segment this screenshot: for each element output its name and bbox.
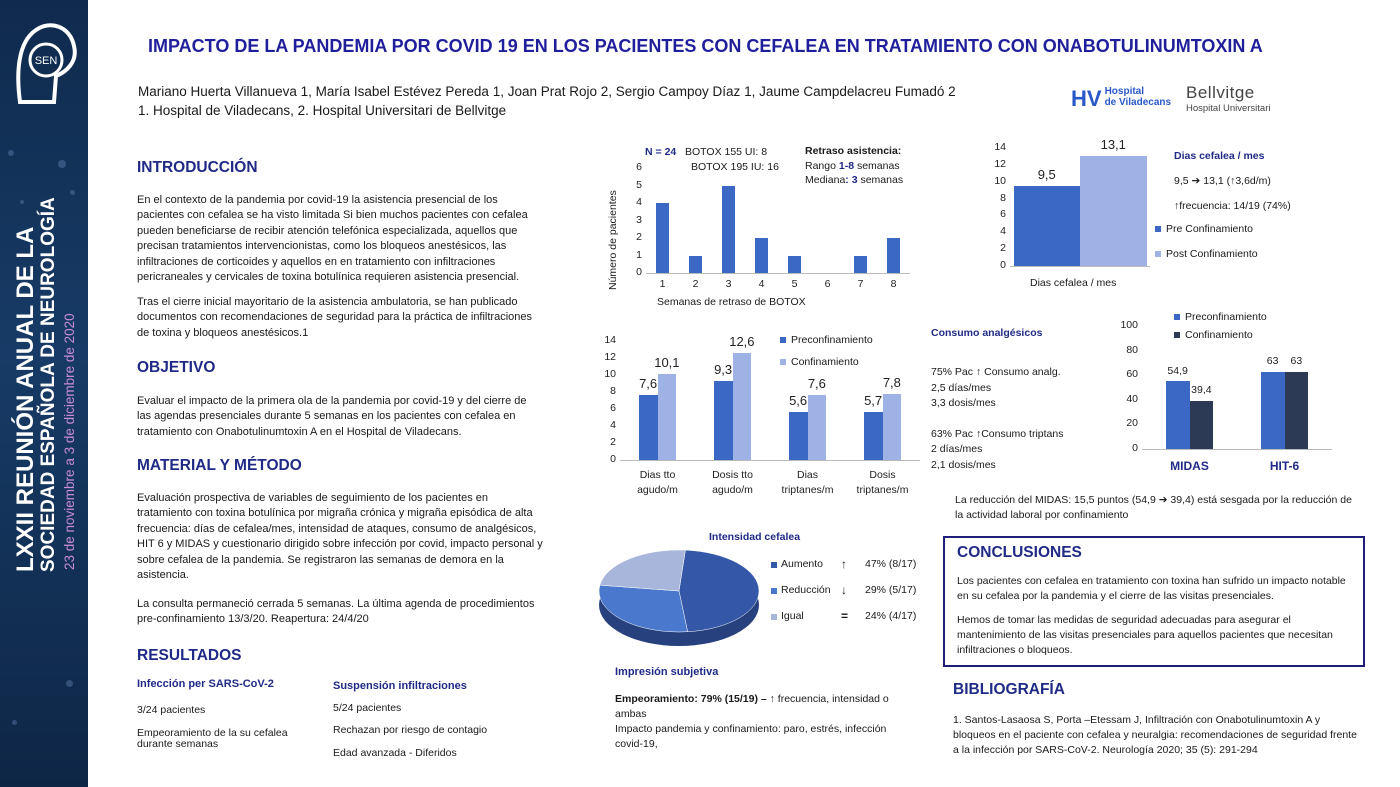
pie-legend-name: Aumento — [781, 558, 824, 570]
consumo-ytick: 8 — [610, 385, 616, 397]
pie-legend-arrow: ↑ — [841, 557, 847, 571]
consumo-legend-pre — [780, 334, 873, 346]
analgesia-line3: 3,3 dosis/mes — [931, 397, 996, 409]
analgesia-title: Consumo analgésicos — [931, 327, 1043, 339]
suspension-title: Suspensión infiltraciones — [333, 680, 467, 692]
intensidad-pie — [594, 546, 764, 650]
midas-data-label: 54,9 — [1167, 364, 1188, 377]
botox-155: BOTOX 155 UI: 8 — [685, 146, 768, 158]
bellvitge-line2: Hospital Universitari — [1186, 103, 1271, 114]
consumo-ytick: 10 — [604, 368, 616, 380]
pie-legend-swatch — [771, 614, 777, 620]
pie-legend-swatch — [771, 562, 777, 568]
pie-legend-value: 47% (8/17) — [865, 558, 917, 570]
midas-data-label: 39,4 — [1191, 384, 1212, 397]
midas-ytick: 80 — [1126, 343, 1138, 356]
intensidad-legend — [771, 558, 931, 648]
sen-logo — [10, 12, 80, 108]
consumo-bar — [733, 353, 752, 460]
consumo-xtick: Dias tto agudo/m — [637, 469, 678, 496]
resultados-heading: RESULTADOS — [137, 647, 242, 664]
viladecans-mark: HV — [1071, 86, 1102, 111]
delay-xtick: 5 — [791, 278, 798, 290]
rango-value: 1-8 — [838, 159, 855, 172]
delay-ytick: 6 — [636, 161, 642, 173]
delay-bar — [755, 238, 768, 273]
midas-data-label: 63 — [1290, 355, 1303, 367]
affiliations: 1. Hospital de Viladecans, 2. Hospital Universitari de Bellvitge — [138, 103, 507, 118]
midas-plot-area — [1120, 319, 1332, 473]
pie-legend-arrow: = — [841, 609, 849, 623]
infeccion-line1: 3/24 pacientes — [137, 704, 206, 716]
intro-paragraph-1: En el contexto de la pandemia por covid-19 la asistencia presencial de los pacientes con cefalea se ha visto limitada Si bien muchos pacientes con cefalea pueden beneficiarse de recibir atención telefónica especializada, aquellos que precisan tratamientos intervencionistas, como los bloqueos anestésicos, las infiltraciones de corticoides y aquellos en en tratamiento con infiltraciones pericraneales y cervicales de toxina botulínica requieren asistencia presencial. — [137, 194, 528, 284]
metodo-paragraph-1: Evaluación prospectiva de variables de seguimiento de los pacientes en tratamiento con toxina botulínica por migraña crónica y migraña episódica de alta frecuencia: días de cefalea/mes, intensidad de ataques, consumo de analgésicos, HIT 6 y MIDAS y cuestionario dirigido sobre infección por covid, impacto personal y sobre cefalea de la pandemia. Se registraron las semanas de demora en la asistencia. — [137, 492, 543, 582]
pie-legend-name: Reducción — [781, 584, 831, 596]
midas-legend-post-label: Confinamiento — [1185, 329, 1253, 341]
consumo-ytick: 6 — [610, 402, 616, 414]
consumo-data-label: 5,6 — [789, 393, 808, 409]
days-ytick: 4 — [1000, 225, 1006, 238]
bellvitge-logo — [1186, 83, 1270, 114]
midas-note: La reducción del MIDAS: 15,5 puntos (54,9 ➔ 39,4) está sesgada por la reducción de la actividad laboral por confinamiento — [955, 494, 1352, 521]
days-legend-pre — [1155, 223, 1253, 235]
consumo-data-label: 7,6 — [639, 376, 658, 392]
impresion-bold: Empeoramiento: 79% (15/19) – ↑ — [615, 693, 775, 705]
consumo-legend-pre-label: Preconfinamiento — [791, 334, 873, 346]
delay-ytick: 1 — [636, 248, 642, 261]
n-value: 24 — [664, 146, 677, 158]
days-ytick: 14 — [994, 141, 1006, 153]
infeccion-line2: Empeoramiento de la su cefalea durante semanas — [137, 727, 288, 750]
delay-bar — [788, 256, 801, 274]
consumo-chart — [590, 330, 930, 500]
consumo-data-label: 7,8 — [882, 374, 901, 390]
impresion-text — [615, 692, 915, 752]
intensidad-chart — [594, 524, 934, 654]
consumo-bar — [658, 374, 677, 460]
days-legend-post — [1155, 248, 1258, 260]
days-data-label: 9,5 — [1037, 166, 1056, 182]
impresion-line2: Impacto pandemia y confinamiento: paro, estrés, infección covid-19, — [615, 723, 887, 750]
consumo-ytick: 14 — [604, 334, 616, 346]
bibliografia-ref1: 1. Santos-Lasaosa S, Porta –Etessam J, Infiltración con Onabotulinumtoxin A y bloqueos en el paciente con cefalea y neuralgia: recomendaciones de seguridad frente a la infección por SARS-CoV-2. Neurología 2020; 35 (5): 291-294 — [953, 714, 1357, 756]
midas-bar — [1285, 372, 1309, 449]
days-ytick: 10 — [994, 174, 1006, 187]
delay-chart — [600, 140, 920, 312]
pie-slice — [600, 550, 686, 591]
consumo-xtick: Dosis tto agudo/m — [712, 469, 753, 496]
midas-data-label: 63 — [1266, 355, 1279, 367]
infeccion-title: Infección per SARS-CoV-2 — [137, 678, 274, 690]
viladecans-line2: de Viladecans — [1104, 97, 1172, 108]
consumo-bar — [714, 381, 733, 460]
metodo-heading: MATERIAL Y MÉTODO — [137, 457, 302, 474]
days-data-label: 13,1 — [1100, 136, 1126, 152]
midas-legend-pre-label: Preconfinamiento — [1185, 312, 1267, 322]
days-ytick: 6 — [1000, 208, 1006, 221]
consumo-legend-post — [780, 356, 859, 368]
days-category-label: Dias cefalea / mes — [1030, 277, 1117, 289]
bibliografia-heading: BIBLIOGRAFÍA — [953, 681, 1065, 698]
rango-unit: semanas — [854, 159, 900, 172]
consumo-data-label: 12,6 — [729, 333, 755, 349]
delay-ytick: 2 — [636, 231, 642, 243]
delay-xtick: 6 — [824, 278, 831, 290]
authors: Mariano Huerta Villanueva 1, María Isabel Estévez Pereda 1, Joan Prat Rojo 2, Sergio Campoy Díaz 1, Jaume Campdelacreu Fumadó 2 — [138, 84, 956, 99]
consumo-bar — [789, 412, 808, 460]
consumo-bar — [883, 394, 902, 460]
delay-bar — [656, 203, 669, 273]
conclusiones-box — [943, 536, 1365, 667]
delay-bar — [689, 256, 702, 274]
delay-xtick: 2 — [692, 278, 699, 290]
mediana-label: Mediana — [805, 174, 846, 186]
objetivo-text: Evaluar el impacto de la primera ola de la pandemia por covid-19 y del cierre de las agendas presenciales durante 5 semanas en los pacientes con cefalea en tratamiento con Onabotulinumtoxin A en el Hospital de Viladecans. — [137, 395, 527, 438]
midas-ytick: 100 — [1120, 319, 1138, 331]
delay-xtick: 1 — [659, 278, 666, 290]
days-plot-area — [994, 136, 1150, 271]
pie-legend-row — [771, 610, 931, 626]
meeting-title-line1: LXXII REUNIÓN ANUAL DE LA — [12, 226, 39, 572]
delay-ylabel: Número de pacientes — [607, 190, 619, 290]
conclusiones-p2: Hemos de tomar las medidas de seguridad adecuadas para asegurar el mantenimiento de las visitas presenciales para aquellos pacientes que necesitan infiltraciones o bloqueos. — [957, 614, 1333, 656]
intensidad-title: Intensidad cefalea — [709, 531, 801, 543]
suspension-line2: Rechazan por riesgo de contagio — [333, 724, 488, 736]
intro-heading: INTRODUCCIÓN — [137, 159, 258, 176]
consumo-ytick: 12 — [604, 351, 616, 363]
consumo-legend-post-label: Confinamiento — [791, 356, 859, 368]
consumo-bar — [808, 395, 827, 460]
delay-bar — [887, 238, 900, 273]
pie-legend-row — [771, 584, 931, 600]
botox-195: BOTOX 195 IU: 16 — [691, 161, 779, 173]
midas-xtick: HIT-6 — [1269, 459, 1300, 473]
delay-xtick: 7 — [857, 278, 864, 290]
bellvitge-line1: Bellvitge — [1186, 83, 1255, 102]
midas-ytick: 0 — [1132, 442, 1138, 454]
delay-ytick: 5 — [636, 178, 642, 191]
intro-paragraph-2: Tras el cierre inicial mayoritario de la asistencia ambulatoria, se han publicado documentos con recomendaciones de seguridad para la práctica de infiltraciones de toxina y bloqueos anestésicos.1 — [137, 296, 533, 339]
analgesia-line2: 2,5 días/mes — [931, 381, 992, 394]
delay-ytick: 4 — [636, 196, 642, 208]
days-notes-title: Dias cefalea / mes — [1174, 150, 1265, 162]
impresion-title: Impresión subjetiva — [615, 666, 719, 678]
legend-swatch-post — [1155, 251, 1161, 257]
delay-xlabel: Semanas de retraso de BOTOX — [657, 296, 806, 308]
legend-swatch-pre — [1155, 226, 1161, 232]
poster-title: IMPACTO DE LA PANDEMIA POR COVID 19 EN LOS PACIENTES CON CEFALEA EN TRATAMIENTO CON ONABOTULINUMTOXIN A — [148, 36, 1263, 56]
days-ytick: 12 — [994, 157, 1006, 170]
pie-legend-row — [771, 558, 931, 574]
midas-ytick: 20 — [1126, 417, 1138, 430]
consumo-xtick: Dias triptanes/m — [781, 469, 834, 496]
objetivo-heading: OBJETIVO — [137, 359, 216, 376]
analgesia-line1: 75% Pac ↑ Consumo analg. — [931, 366, 1061, 378]
delay-bar — [854, 256, 867, 274]
consumo-bar — [864, 412, 883, 460]
pie-legend-name: Igual — [781, 610, 804, 622]
mediana-unit: semanas — [857, 174, 904, 186]
analgesia-line4: 63% Pac ↑Consumo triptans — [931, 427, 1064, 440]
rango-label: Rango — [805, 159, 839, 172]
midas-legend-post — [1174, 329, 1253, 341]
pie-legend-value: 24% (4/17) — [865, 610, 917, 622]
analgesia-notes — [931, 365, 1063, 473]
metodo-paragraph-2: La consulta permaneció cerrada 5 semanas. La última agenda de procedimientos pre-confinamiento 13/3/20. Reapertura: 24/4/20 — [137, 598, 535, 626]
sidebar-banner — [0, 0, 88, 787]
delay-xtick: 8 — [890, 278, 897, 290]
delay-ytick: 0 — [636, 266, 642, 278]
suspension-line1: 5/24 pacientes — [333, 702, 402, 714]
consumo-data-label: 7,6 — [807, 376, 826, 392]
pie-legend-value: 29% (5/17) — [865, 584, 917, 596]
meeting-dates: 23 de noviembre a 3 de diciembre de 2020 — [62, 313, 77, 570]
conclusiones-heading: CONCLUSIONES — [957, 544, 1082, 561]
analgesia-line5: 2 días/mes — [931, 443, 983, 455]
days-notes-line1: 9,5 ➔ 13,1 (↑3,6d/m) — [1174, 175, 1271, 187]
midas-bar — [1261, 372, 1285, 449]
consumo-xtick: Dosis triptanes/m — [856, 469, 909, 496]
impresion-rest: frecuencia, intensidad o ambas — [615, 693, 889, 720]
days-bar — [1080, 156, 1147, 266]
consumo-data-label: 5,7 — [864, 392, 883, 408]
delay-xtick: 4 — [758, 278, 765, 290]
consumo-ytick: 4 — [610, 419, 616, 431]
consumo-data-label: 9,3 — [714, 361, 733, 377]
pie-legend-swatch — [771, 588, 777, 594]
delay-ytick: 3 — [636, 213, 642, 226]
legend-swatch-post — [780, 359, 786, 365]
days-bar — [1014, 186, 1081, 266]
midas-chart — [1110, 312, 1340, 482]
delay-bar — [722, 186, 735, 274]
mediana-value: : 3 — [845, 174, 858, 186]
viladecans-line1: Hospital — [1104, 86, 1145, 97]
days-notes-line2: ↑frecuencia: 14/19 (74%) — [1174, 200, 1291, 212]
analgesia-line6: 2,1 dosis/mes — [931, 458, 996, 471]
consumo-ytick: 0 — [610, 453, 616, 465]
sample-size — [645, 146, 767, 158]
days-legend-post-label: Post Confinamiento — [1166, 248, 1258, 260]
legend-swatch-post — [1174, 332, 1180, 338]
consumo-bar — [639, 395, 658, 460]
meeting-title-line2: SOCIEDAD ESPAÑOLA DE NEUROLOGÍA — [38, 197, 59, 572]
midas-ytick: 40 — [1126, 392, 1138, 405]
viladecans-logo — [1071, 86, 1171, 112]
consumo-data-label: 10,1 — [654, 355, 680, 371]
conclusiones-p1: Los pacientes con cefalea en tratamiento con toxina han sufrido un impacto notable en su cefalea por la pandemia y el cierre de las visitas presenciales. — [957, 575, 1346, 602]
retraso-title: Retraso asistencia: — [805, 145, 902, 157]
n-label: N = — [645, 146, 665, 158]
author-block — [138, 82, 956, 120]
midas-bar — [1190, 401, 1214, 449]
days-ytick: 0 — [1000, 259, 1006, 271]
midas-legend-pre — [1174, 312, 1267, 322]
pie-legend-arrow: ↓ — [841, 583, 847, 597]
days-chart — [975, 138, 1370, 293]
midas-ytick: 60 — [1126, 368, 1138, 381]
consumo-ytick: 2 — [610, 436, 616, 448]
days-ytick: 2 — [1000, 242, 1006, 255]
legend-swatch-pre — [780, 337, 786, 343]
days-legend-pre-label: Pre Confinamiento — [1166, 223, 1253, 235]
delay-xtick: 3 — [725, 278, 732, 290]
legend-swatch-pre — [1174, 314, 1180, 320]
suspension-line3: Edad avanzada - Diferidos — [333, 747, 457, 759]
days-ytick: 8 — [1000, 191, 1006, 204]
sen-logo-text: SEN — [34, 55, 58, 67]
midas-xtick: MIDAS — [1170, 459, 1209, 473]
